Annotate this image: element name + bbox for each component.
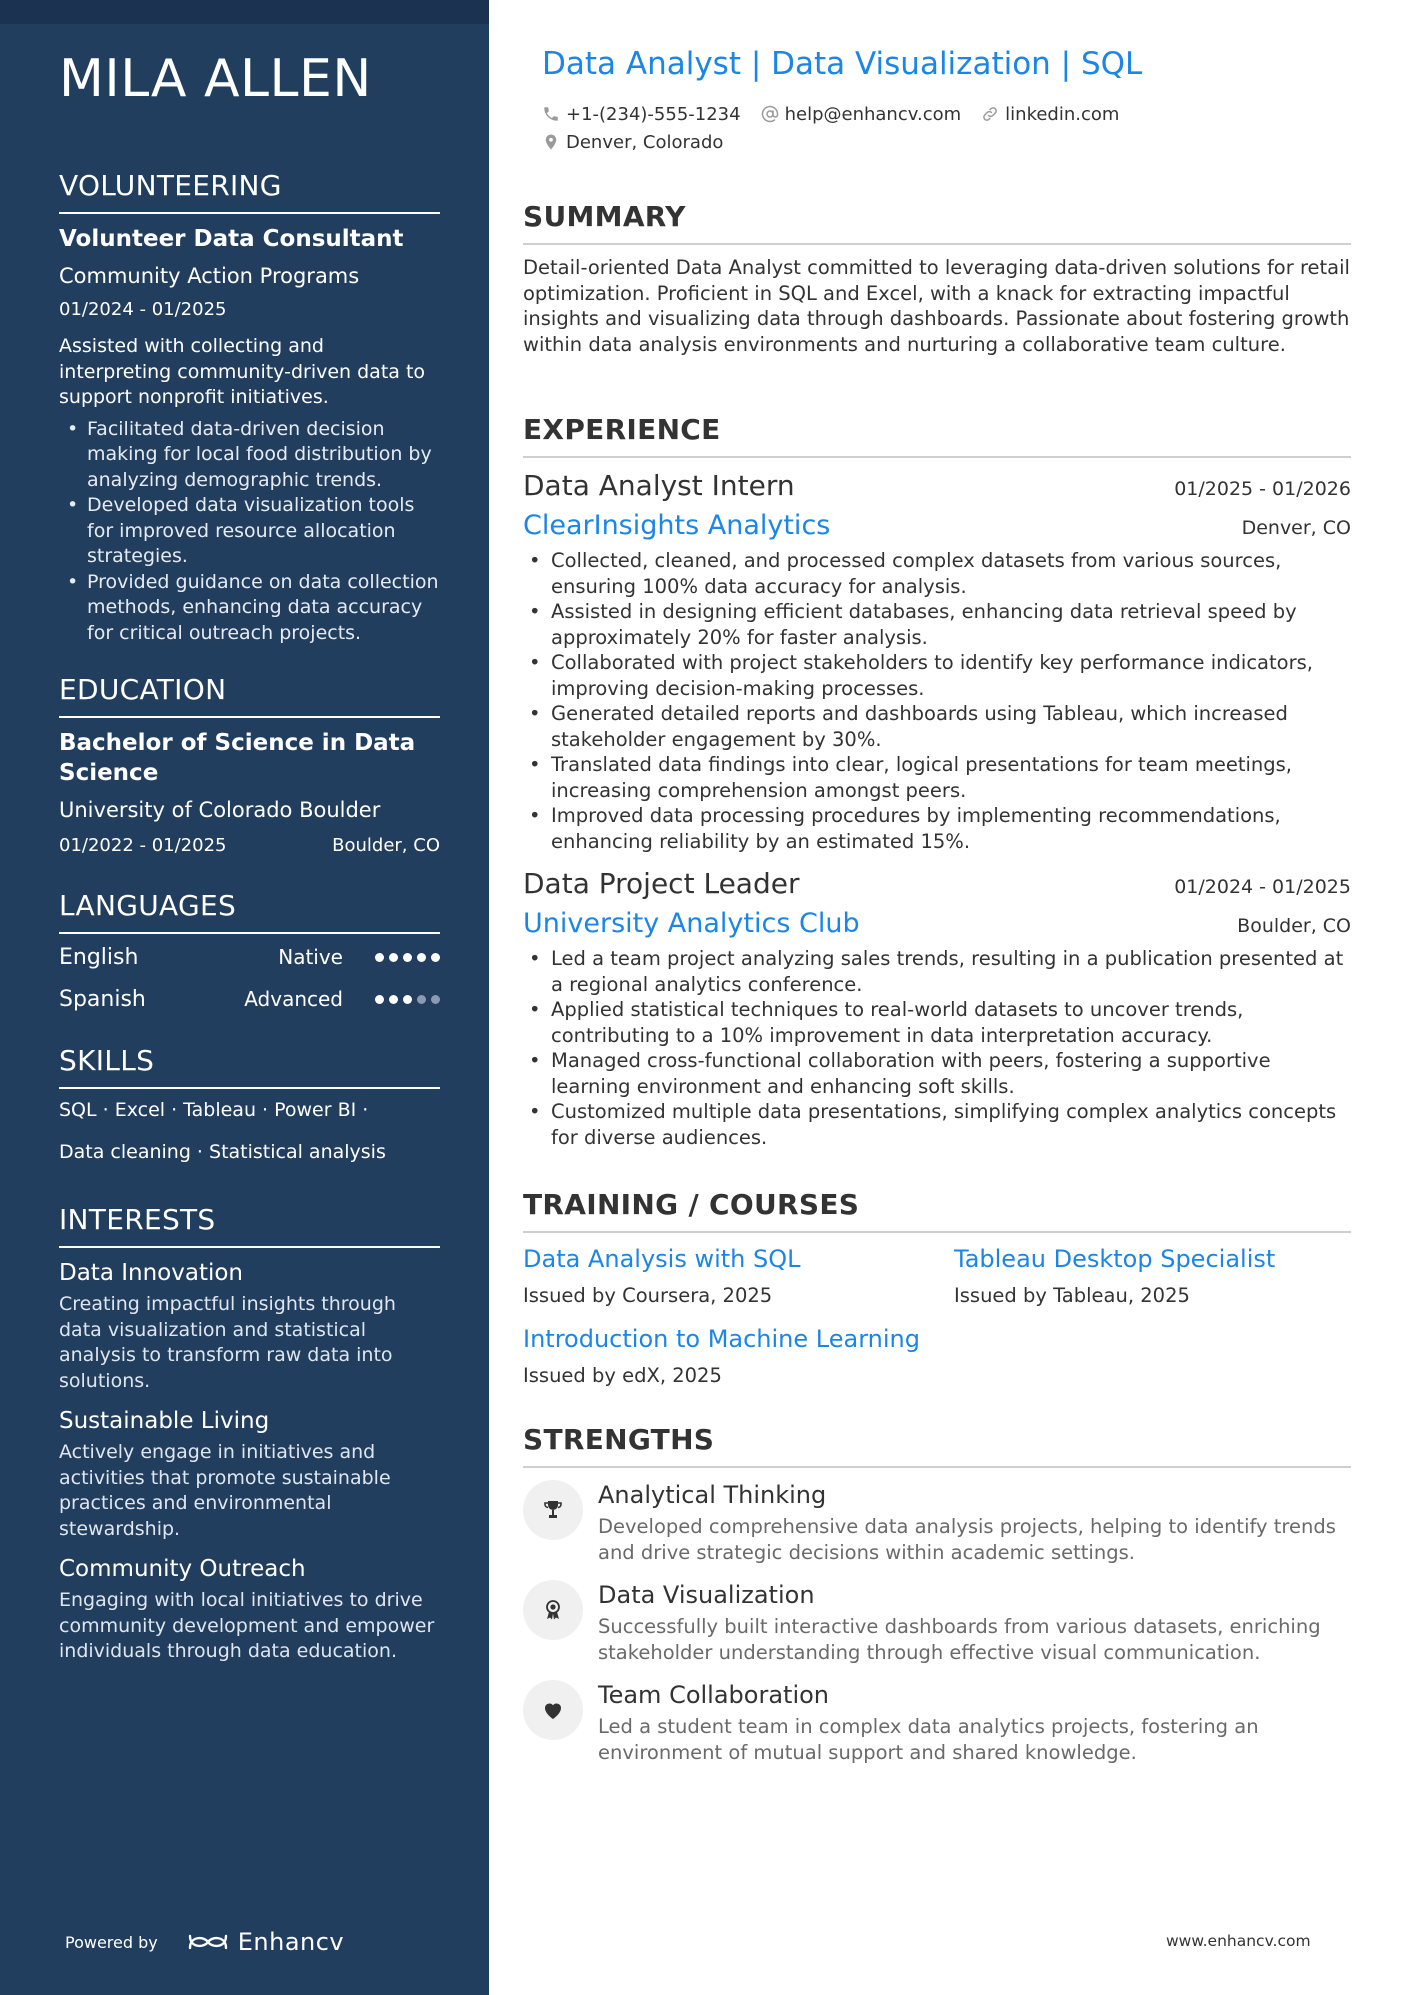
volunteer-description: Assisted with collecting and interpreting community-driven data to support nonprofit initiatives. [59, 335, 426, 408]
enhancv-logo[interactable] [186, 1928, 344, 1956]
education-location: Boulder, CO [332, 835, 440, 856]
list-item: • Collected, cleaned, and processed complex datasets from various sources, ensuring 100% data accuracy for analysis. [523, 548, 1351, 599]
course-title: Data Analysis with SQL [523, 1245, 801, 1273]
strength-item [523, 1680, 1351, 1765]
link-icon [981, 105, 999, 123]
course-issuer: Issued by Coursera, 2025 [523, 1284, 773, 1307]
phone-text: +1-(234)-555-1234 [566, 103, 741, 125]
job-entry [523, 866, 1351, 1150]
contact-linkedin[interactable] [981, 104, 1119, 125]
rating-dot-filled [403, 995, 412, 1004]
language-row-english [59, 936, 440, 978]
contact-location [542, 132, 723, 153]
volunteer-dates: 01/2024 - 01/2025 [59, 299, 227, 320]
phone-icon [542, 105, 560, 123]
contact-email[interactable] [761, 104, 962, 125]
course-title: Introduction to Machine Learning [523, 1325, 920, 1353]
list-item: • Improved data processing procedures by implementing recommendations, enhancing reliability by an estimated 15%. [523, 803, 1351, 854]
interest-title: Data Innovation [59, 1260, 243, 1286]
contact-row [542, 100, 1139, 128]
strength-description: Successfully built interactive dashboards from various datasets, enriching stakeholder understanding through effective visual communication. [598, 1615, 1321, 1664]
map-pin-icon [542, 133, 560, 151]
job-header [523, 866, 1351, 902]
rating-dot-empty [417, 995, 426, 1004]
powered-by [65, 1928, 344, 1956]
sidebar [0, 0, 489, 1995]
summary-section [523, 200, 1351, 357]
list-item: • Translated data findings into clear, logical presentations for team meetings, increasing comprehension amongst peers. [523, 752, 1351, 803]
strength-icon-badge [523, 1680, 583, 1740]
education-school: University of Colorado Boulder [59, 798, 381, 822]
rating-dot-filled [375, 953, 384, 962]
contact-info [542, 100, 1139, 156]
list-item: • Applied statistical techniques to real-world datasets to uncover trends, contributing to a 10% improvement in data interpretation accuracy. [523, 997, 1351, 1048]
strength-item [523, 1480, 1351, 1565]
course-item [523, 1323, 954, 1389]
at-sign-icon [761, 105, 779, 123]
strength-content [598, 1680, 1351, 1765]
job-entry [523, 468, 1351, 854]
language-level: Advanced [244, 987, 343, 1011]
volunteering-heading: VOLUNTEERING [59, 169, 440, 214]
skills-line-2: Data cleaning · Statistical analysis [59, 1141, 386, 1163]
course-issuer: Issued by Tableau, 2025 [954, 1284, 1190, 1307]
strength-content [598, 1580, 1351, 1665]
skills-section [59, 1044, 440, 1173]
list-item: • Assisted in designing efficient databases, enhancing data retrieval speed by approximately 20% for faster analysis. [523, 599, 1351, 650]
interest-item [59, 1406, 440, 1542]
trophy-icon [541, 1498, 565, 1522]
interest-description: Engaging with local initiatives to drive community development and empower individuals through data education. [59, 1589, 435, 1662]
job-header [523, 468, 1351, 504]
course-title: Tableau Desktop Specialist [954, 1245, 1276, 1273]
strength-icon-badge [523, 1480, 583, 1540]
job-title: Data Project Leader [523, 867, 800, 900]
sidebar-top-band [0, 0, 489, 24]
list-item: • Managed cross-functional collaboration with peers, fostering a supportive learning environment and enhancing soft skills. [523, 1048, 1351, 1099]
language-name: English [59, 944, 139, 970]
job-subheader [523, 508, 1351, 544]
interest-item [59, 1258, 440, 1394]
strengths-section [523, 1423, 1351, 1765]
job-subheader [523, 906, 1351, 942]
course-item [954, 1243, 1351, 1309]
summary-text: Detail-oriented Data Analyst committed to leveraging data-driven solutions for retail optimization. Proficient in SQL and Excel, with a knack for extracting impactful insights and visualizing data through dashboards. Passionate about fostering growth within data analysis environments and nurturing a collaborative team culture. [523, 256, 1350, 356]
job-company: University Analytics Club [523, 908, 860, 939]
education-dates: 01/2022 - 01/2025 [59, 835, 227, 856]
heart-icon [541, 1698, 565, 1722]
location-text: Denver, Colorado [566, 131, 724, 153]
job-bullets [523, 548, 1351, 854]
strength-title: Data Visualization [598, 1581, 815, 1609]
list-item: • Generated detailed reports and dashboards using Tableau, which increased stakeholder engagement by 30%. [523, 701, 1351, 752]
powered-by-label: Powered by [65, 1932, 158, 1952]
languages-heading: LANGUAGES [59, 889, 440, 934]
contact-row [542, 128, 1139, 156]
list-item: • Collaborated with project stakeholders to identify key performance indicators, improving decision-making processes. [523, 650, 1351, 701]
email-text: help@enhancv.com [784, 103, 962, 125]
interest-title: Sustainable Living [59, 1408, 270, 1434]
footer-website[interactable]: www.enhancv.com [1166, 1932, 1311, 1950]
volunteer-role-title: Volunteer Data Consultant [59, 226, 404, 252]
enhancv-logo-text: Enhancv [237, 1928, 345, 1956]
languages-section [59, 889, 440, 1020]
language-rating-dots [375, 953, 440, 962]
experience-heading: EXPERIENCE [523, 413, 1351, 458]
enhancv-logo-icon [186, 1930, 230, 1954]
language-row-spanish [59, 978, 440, 1020]
strength-description: Led a student team in complex data analytics projects, fostering an environment of mutual support and shared knowledge. [598, 1715, 1259, 1764]
strength-title: Analytical Thinking [598, 1481, 827, 1509]
rating-dot-filled [417, 953, 426, 962]
job-company: ClearInsights Analytics [523, 510, 831, 541]
education-section [59, 673, 440, 858]
interest-title: Community Outreach [59, 1556, 306, 1582]
education-meta [59, 834, 440, 858]
courses-grid [523, 1243, 1351, 1389]
interests-section [59, 1203, 440, 1665]
headline: Data Analyst | Data Visualization | SQL [542, 46, 1143, 82]
strength-description: Developed comprehensive data analysis projects, helping to identify trends and drive strategic decisions within academic settings. [598, 1515, 1336, 1564]
candidate-name: MILA ALLEN [59, 49, 372, 109]
strength-item [523, 1580, 1351, 1665]
list-item: • Facilitated data-driven decision making for local food distribution by analyzing demographic trends. [59, 417, 440, 494]
education-heading: EDUCATION [59, 673, 440, 718]
job-location: Boulder, CO [1237, 915, 1351, 937]
interests-heading: INTERESTS [59, 1203, 440, 1248]
list-item: • Customized multiple data presentations, simplifying complex analytics concepts for diverse audiences. [523, 1099, 1351, 1150]
training-heading: TRAINING / COURSES [523, 1188, 1351, 1233]
volunteer-bullets [59, 417, 440, 647]
language-rating-dots [375, 995, 440, 1004]
skills-heading: SKILLS [59, 1044, 440, 1089]
job-dates: 01/2024 - 01/2025 [1174, 876, 1351, 898]
list-item: • Led a team project analyzing sales trends, resulting in a publication presented at a regional analytics conference. [523, 946, 1351, 997]
job-dates: 01/2025 - 01/2026 [1174, 478, 1351, 500]
job-location: Denver, CO [1241, 517, 1351, 539]
interest-item [59, 1554, 440, 1665]
rating-dot-filled [403, 953, 412, 962]
list-item: • Provided guidance on data collection methods, enhancing data accuracy for critical outreach projects. [59, 570, 440, 647]
list-item: • Developed data visualization tools for improved resource allocation strategies. [59, 493, 440, 570]
rating-dot-filled [431, 953, 440, 962]
education-degree: Bachelor of Science in Data Science [59, 730, 416, 786]
skills-line-1: SQL · Excel · Tableau · Power BI · [59, 1099, 369, 1121]
job-title: Data Analyst Intern [523, 469, 795, 502]
strengths-heading: STRENGTHS [523, 1423, 1351, 1468]
strength-content [598, 1480, 1351, 1565]
language-name: Spanish [59, 986, 146, 1012]
course-item [523, 1243, 954, 1309]
rating-dot-empty [431, 995, 440, 1004]
language-level: Native [278, 945, 343, 969]
linkedin-text: linkedin.com [1005, 103, 1120, 125]
summary-heading: SUMMARY [523, 200, 1351, 245]
course-issuer: Issued by edX, 2025 [523, 1364, 722, 1387]
volunteer-organization: Community Action Programs [59, 264, 360, 288]
volunteering-section [59, 169, 440, 646]
experience-section [523, 413, 1351, 1150]
rating-dot-filled [375, 995, 384, 1004]
award-ribbon-icon [541, 1598, 565, 1622]
interest-description: Creating impactful insights through data visualization and statistical analysis to transform raw data into solutions. [59, 1293, 396, 1392]
contact-phone[interactable] [542, 104, 741, 125]
interest-description: Actively engage in initiatives and activities that promote sustainable practices and environmental stewardship. [59, 1441, 391, 1540]
rating-dot-filled [389, 995, 398, 1004]
rating-dot-filled [389, 953, 398, 962]
job-bullets [523, 946, 1351, 1150]
strength-icon-badge [523, 1580, 583, 1640]
strength-title: Team Collaboration [598, 1681, 830, 1709]
training-section [523, 1188, 1351, 1389]
